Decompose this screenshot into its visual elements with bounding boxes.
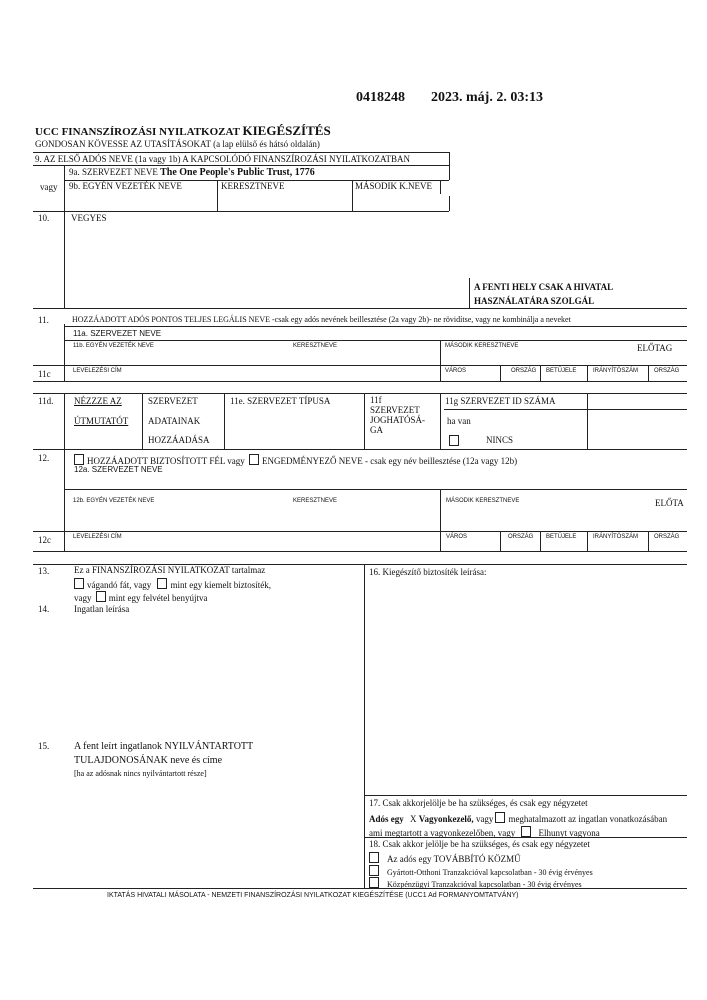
s13-opt3-label: mint egy felvétel benyújtva	[108, 593, 208, 603]
s17-line2-text: ami megtartott a vagyonkezelőben, vagy	[369, 828, 516, 838]
s12c-num: 12c	[38, 535, 51, 545]
s13-fixture-checkbox[interactable]	[157, 578, 167, 589]
footer-text: IKTATÁS HIVATALI MÁSOLATA - NEMZETI FINANSZÍROZÁSI NYILATKOZAT KIEGÉSZÍTÉSE (UCC1 Ad FORMANYOMTATVÁNY)	[107, 892, 519, 899]
s17-elhunyt: Elhunyt vagyona	[538, 828, 600, 838]
s9-vagy: vagy	[40, 182, 58, 192]
s11d-org-2: ADATAINAK	[148, 416, 201, 426]
s11c-country[interactable]: ORSZÁG	[511, 368, 537, 374]
s12c-address[interactable]: LEVELEZÉSI CÍM	[73, 534, 122, 540]
s17-decedent-checkbox[interactable]	[521, 826, 531, 837]
s18-utility-checkbox[interactable]	[369, 852, 379, 863]
s13-opt2-label: mint egy kiemelt biztosíték,	[170, 580, 271, 590]
s11b-suffix[interactable]: ELŐTAG	[637, 343, 673, 353]
s15-line1: A fent leírt ingatlanok NYILVÁNTARTOTT	[74, 741, 254, 752]
s12a-org-name[interactable]: 12a. SZERVEZET NEVE	[74, 465, 163, 474]
s11c-country2[interactable]: ORSZÁG	[654, 368, 680, 374]
s11c-num: 11c	[38, 369, 51, 379]
s9a-label	[69, 168, 315, 178]
s11-label: HOZZÁADOTT ADÓS PONTOS TELJES LEGÁLIS NEVE -csak egy adós nevének beillesztése (2a vagy 2b)- ne rövidítse, vagy ne kombinálja a neveket	[72, 315, 571, 324]
s11g-if-any: ha van	[447, 416, 471, 426]
s17-agent-checkbox[interactable]	[495, 812, 505, 823]
s12c-zip[interactable]: IRÁNYÍTÓSZÁM	[593, 534, 639, 540]
s12b-suffix[interactable]: ELŐTA	[655, 498, 684, 508]
s9a-org-value[interactable]: The One People's Public Trust, 1776	[160, 167, 315, 178]
s11d-see-instructions-2[interactable]: ÚTMUTATÓT	[74, 416, 129, 426]
s12c-country[interactable]: ORSZÁG	[508, 534, 534, 540]
s18-opt3-label: Közpénzügyi Tranzakcióval kapcsolatban - 30 évig érvényes	[387, 880, 582, 889]
s12b-given[interactable]: KERESZTNEVE	[293, 498, 338, 504]
office-use-line1: A FENTI HELY CSAK A HIVATAL	[474, 282, 614, 292]
s11g-none-checkbox[interactable]	[449, 435, 462, 447]
s9b-given[interactable]: KERESZTNEVE	[221, 181, 285, 191]
s10-label: VEGYES	[71, 213, 107, 223]
s11f-3: JOGHATÓSÁ-	[370, 415, 426, 425]
s18-manufactured-home-checkbox[interactable]	[369, 865, 379, 876]
s11f-1: 11f	[370, 395, 382, 405]
s17-meghat: meghatalmazott az ingatlan vonatkozásában	[508, 814, 668, 824]
s11f-4: GA	[370, 425, 383, 435]
s11g-none-label: NINCS	[486, 435, 514, 445]
s9a-org-label: 9a. SZERVEZET NEVE	[69, 167, 158, 177]
s17-adosegy: Adós egy	[369, 814, 404, 824]
s15-line3: [ha az adósnak nincs nyilvántartott része]	[74, 769, 207, 778]
s11c-zip[interactable]: IRÁNYÍTÓSZÁM	[593, 368, 639, 374]
s11e-org-type[interactable]: 11e. SZERVEZET TÍPUSA	[230, 396, 331, 406]
s17-label: 17. Csak akkorjelölje be ha szükséges, és csak egy négyzetet	[369, 798, 588, 808]
s12-assignor-label: ENGEDMÉNYEZŐ NEVE - csak egy név beillesztése (12a vagy 12b)	[262, 456, 518, 466]
s12-assignor-checkbox[interactable]	[249, 454, 259, 465]
s11a-org-name[interactable]: 11a. SZERVEZET NEVE	[73, 329, 162, 338]
s11d-org-3: HOZZÁADÁSA	[148, 435, 210, 445]
s11c-city[interactable]: VÁROS	[445, 368, 467, 374]
s14-num: 14.	[38, 604, 50, 614]
s13-text: Ez a FINANSZÍROZÁSI NYILATKOZAT tartalmaz	[74, 565, 266, 575]
s17-trustee: Vagyonkezelő,	[418, 814, 474, 824]
s17-x-mark[interactable]: X	[410, 814, 417, 824]
s11d-see-instructions-1[interactable]: NÉZZZE AZ	[74, 396, 122, 406]
s13-opt1-label: vágandó fát, vagy	[87, 580, 152, 590]
s10-num: 10.	[38, 213, 50, 223]
s18-label: 18. Csak akkor jelölje be ha szükséges, és csak egy négyzetet	[369, 839, 590, 849]
s11c-address[interactable]: LEVELEZÉSI CÍM	[73, 368, 122, 374]
form-instruction: GONDOSAN KÖVESSE AZ UTASÍTÁSOKAT (a lap elülső és hátsó oldalán)	[35, 139, 320, 149]
s9b-surname[interactable]: 9b. EGYÉN VEZETÉK NEVE	[69, 181, 182, 191]
s13-vagy: vagy	[74, 593, 92, 603]
s12-secured-party-checkbox[interactable]	[74, 454, 84, 465]
s18-public-finance-checkbox[interactable]	[369, 877, 379, 888]
s13-num: 13.	[38, 566, 50, 576]
form-title-prefix: UCC FINANSZÍROZÁSI NYILATKOZAT	[35, 126, 240, 138]
s9b-middle[interactable]: MÁSODIK K.NEVE	[355, 181, 432, 191]
s12b-surname[interactable]: 12b. EGYÉN VEZETÉK NEVE	[73, 498, 155, 504]
s18-opt2-label: Gyártott-Otthoni Tranzakcióval kapcsolatban - 30 évig érvényes	[387, 868, 593, 877]
form-title	[35, 124, 331, 138]
s12c-country2[interactable]: ORSZÁG	[654, 534, 680, 540]
office-use-line2: HASZNÁLATÁRA SZOLGÁL	[474, 296, 595, 306]
s17-line1	[369, 812, 667, 824]
s12-secured-party-label: HOZZÁADOTT BIZTOSÍTOTT FÉL vagy	[87, 456, 245, 466]
s13-option-timber[interactable]	[74, 578, 271, 590]
s17-vagy: vagy	[475, 814, 494, 824]
s18-opt1-label: Az adós egy TOVÁBBÍTÓ KÖZMŰ	[387, 854, 521, 864]
s9-label: 9. AZ ELSŐ ADÓS NEVE (1a vagy 1b) A KAPCSOLÓDÓ FINANSZÍROZÁSI NYILATKOZATBAN	[35, 154, 410, 164]
filing-number: 0418248	[356, 90, 405, 105]
s12c-city[interactable]: VÁROS	[446, 534, 468, 540]
s11c-initial[interactable]: BETŰJELE	[546, 368, 577, 374]
s11b-surname[interactable]: 11b. EGYÉN VEZETÉK NEVE	[73, 343, 154, 349]
s11b-given[interactable]: KERESZTNEVE	[293, 343, 338, 349]
s11g-org-id[interactable]: 11g SZERVEZET ID SZÁMA	[445, 396, 556, 406]
s13-option-filing[interactable]	[74, 591, 207, 603]
s11-num: 11.	[38, 315, 49, 325]
s11d-org-1: SZERVEZET	[148, 396, 198, 406]
s15-num: 15.	[38, 741, 50, 751]
s14-label: Ingatlan leírása	[74, 604, 130, 614]
s13-filing-checkbox[interactable]	[96, 591, 106, 602]
s12c-initial[interactable]: BETŰJELE	[546, 534, 577, 540]
checkbox-icon[interactable]	[449, 435, 459, 446]
s13-timber-checkbox[interactable]	[74, 578, 84, 589]
s16-label: 16. Kiegészítő biztosíték leírása:	[369, 567, 487, 577]
s12b-middle[interactable]: MÁSODIK KERESZTNEVE	[446, 498, 520, 504]
s18-opt1[interactable]	[369, 852, 521, 864]
s15-line2: TULAJDONOSÁNAK neve és címe	[74, 755, 223, 766]
s11b-middle[interactable]: MÁSODIK KERESZTNEVE	[445, 343, 519, 349]
s11f-2: SZERVEZET	[370, 405, 420, 415]
filing-datetime: 2023. máj. 2. 03:13	[431, 90, 543, 105]
s18-opt2[interactable]	[369, 865, 593, 877]
form-title-word: KIEGÉSZÍTÉS	[242, 123, 331, 138]
s11d-num: 11d.	[38, 396, 54, 406]
s12-num: 12.	[38, 453, 50, 463]
